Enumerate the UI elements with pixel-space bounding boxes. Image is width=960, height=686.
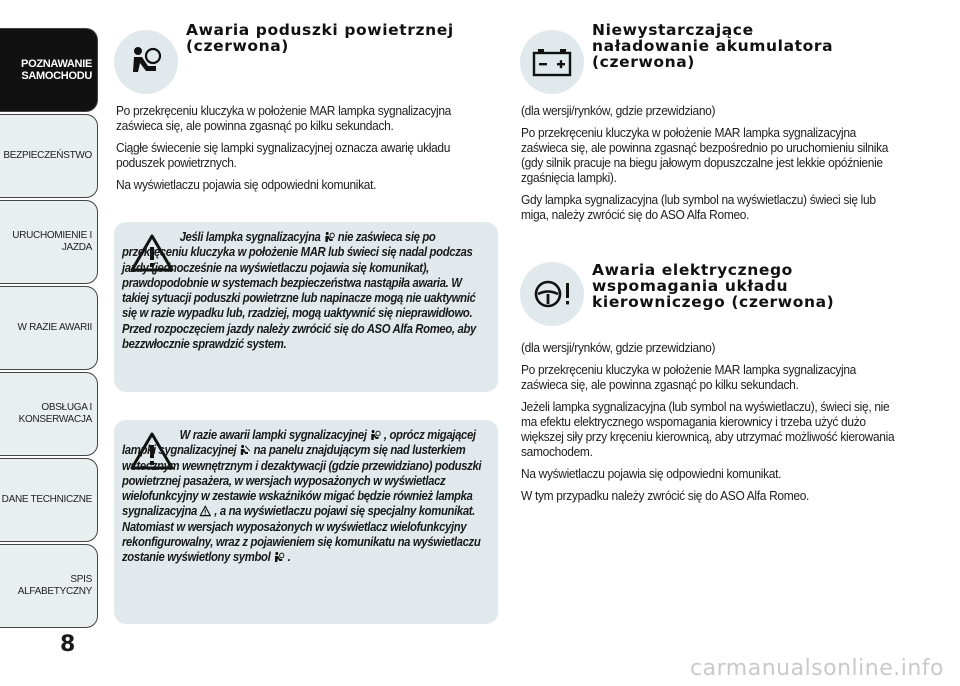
- tab-label: OBSŁUGA I KONSERWACJA: [18, 402, 92, 425]
- paragraph: W tym przypadku należy zwrócić się do ASO Alfa Romeo.: [521, 488, 810, 503]
- steering-description: [521, 340, 906, 510]
- tab-obsluga-konserwacja[interactable]: [0, 372, 98, 456]
- page-number: 8: [60, 632, 76, 657]
- general-warning-icon: [200, 505, 212, 517]
- warning-text-part: na panelu znajdującym się nad lusterkiem wstecznym wewnętrznym i dezaktywacji (gdzie przewidziano) poduszki powietrznej pasażera, w wersjach wyposażonych w wyświetlacz wielofunkcyjny w zestawie wskaźników migać będzie również lampka sygnalizacyjna: [122, 443, 482, 519]
- paragraph: Jeżeli lampka sygnalizacyjna (lub symbol na wyświetlaczu), świeci się, nie ma efektu elektrycznego wspomagania kierownicy i trzeba użyć dużo większej siły przy kręceniu kierownicą, aby utrzymać możliwość kierowania samochodem.: [521, 399, 895, 459]
- paragraph: Gdy lampka sygnalizacyjna (lub symbol na wyświetlaczu) świeci się lub miga, należy zwrócić się do ASO Alfa Romeo.: [521, 192, 876, 222]
- paragraph: Po przekręceniu kluczyka w położenie MAR lampka sygnalizacyjna zaświeca się, ale powinna zgasnąć po kilku sekundach.: [116, 103, 452, 133]
- tab-label: URUCHOMIENIE I JAZDA: [12, 230, 92, 253]
- warning-text-part: , oprócz migającej lampki sygnalizacyjnej: [122, 428, 476, 458]
- paragraph: (dla wersji/rynków, gdzie przewidziano): [521, 340, 716, 355]
- paragraph: Na wyświetlaczu pojawia się odpowiedni komunikat.: [521, 466, 782, 481]
- battery-section-title: Niewystarczające naładowanie akumulatora (czerwona): [592, 21, 834, 71]
- tab-label: DANE TECHNICZNE: [1, 494, 92, 505]
- tab-spis-alfabetyczny[interactable]: [0, 544, 98, 628]
- warning-box-airbag-fault: [114, 222, 498, 392]
- paragraph: Po przekręceniu kluczyka w położenie MAR lampka sygnalizacyjna zaświeca się, ale powinna zgasnąć po kilku sekundach.: [521, 362, 857, 392]
- tab-dane-techniczne[interactable]: [0, 458, 98, 542]
- steering-section-title: Awaria elektrycznego wspomagania układu kierowniczego (czerwona): [592, 261, 835, 311]
- warning-text: [122, 230, 491, 352]
- passenger-airbag-off-icon: [239, 444, 251, 456]
- tab-label: W RAZIE AWARII: [17, 322, 92, 333]
- tab-bezpieczenstwo[interactable]: [0, 114, 98, 198]
- paragraph: Po przekręceniu kluczyka w położenie MAR lampka sygnalizacyjna zaświeca się, ale powinna zgasnąć bezpośrednio po uruchomieniu silnika (gdy silnik pracuje na biegu jałowym dopuszczalne jest lekkie opóźnienie zgaśnięcia lampki).: [521, 125, 889, 185]
- tab-w-razie-awarii[interactable]: [0, 286, 98, 370]
- warning-text-part: nie zaświeca się po przekręceniu kluczyka w położenie MAR lub świeci się nadal podczas jazdy (jednocześnie na wyświetlaczu pojawia się komunikat), prawdopodobnie w systemach bezpieczeństwa nastąpiła awaria. W takiej sytuacji poduszki powietrzne lub napinacze mogą nie uaktywnić się w razie wypadku lub, rzadziej, mogą uaktywnić się nieprawidłowo. Przed rozpoczęciem jazdy należy zwrócić się do ASO Alfa Romeo, aby bezzwłocznie sprawdzić system.: [122, 230, 476, 352]
- warning-text-part: .: [287, 550, 291, 565]
- airbag-section-title: Awaria poduszki powietrznej (czerwona): [186, 21, 454, 55]
- watermark: carmanualsonline.info: [690, 656, 944, 681]
- airbag-warning-icon: [114, 30, 178, 94]
- airbag-symbol-icon: [369, 429, 381, 441]
- paragraph: (dla wersji/rynków, gdzie przewidziano): [521, 103, 716, 118]
- battery-description: [521, 103, 906, 229]
- airbag-symbol-icon: [323, 231, 335, 243]
- tab-uruchomienie-jazda[interactable]: [0, 200, 98, 284]
- warning-text-part: W razie awarii lampki sygnalizacyjnej: [179, 428, 367, 442]
- tab-poznawanie-samochodu[interactable]: [0, 28, 98, 112]
- warning-box-lamp-fault: [114, 420, 498, 624]
- tab-label: BEZPIECZEŃSTWO: [3, 150, 92, 161]
- warning-text: [122, 428, 491, 566]
- battery-icon: [520, 30, 584, 94]
- warning-text-part: Jeśli lampka sygnalizacyjna: [179, 230, 321, 244]
- airbag-description: [116, 103, 491, 199]
- tab-label: POZNAWANIE SAMOCHODU: [21, 58, 92, 82]
- steering-warning-icon: [520, 262, 584, 326]
- airbag-symbol-icon: [273, 551, 285, 563]
- paragraph: Na wyświetlaczu pojawia się odpowiedni komunikat.: [116, 177, 377, 192]
- paragraph: Ciągłe świecenie się lampki sygnalizacyjnej oznacza awarię układu poduszek powietrznych.: [116, 140, 451, 170]
- tab-label: SPIS ALFABETYCZNY: [17, 574, 92, 597]
- warning-text-part: , a na wyświetlaczu pojawi się specjalny komunikat. Natomiast w wersjach wyposażonych w wyświetlacz wielofunkcyjny rekonfigurowalny, wraz z pojawieniem się komunikatu na wyświetlaczu zostanie wyświetlony symbol: [122, 504, 481, 565]
